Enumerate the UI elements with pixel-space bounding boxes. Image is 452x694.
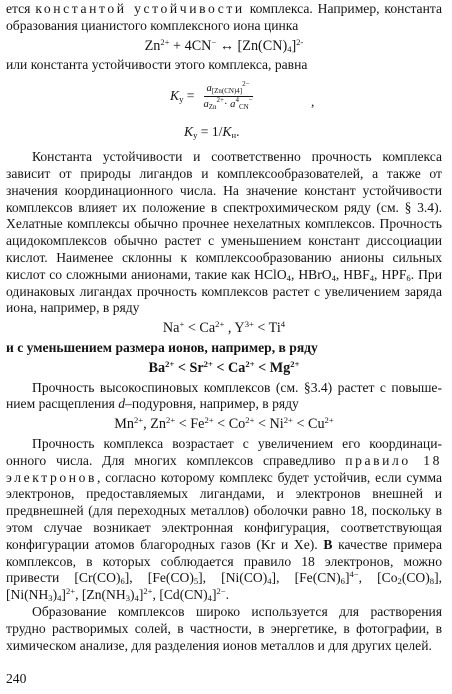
spaced-term: константой устойчивости (35, 1, 245, 16)
equation-size-series: $Ba^{2+} < Sr^{2+} < Ca^{2+} < Mg^{2+}$ (148, 358, 300, 376)
k-fraction (200, 82, 255, 111)
page-text (6, 1, 442, 654)
k-relation: $K_у = 1/K_н$. (184, 124, 240, 141)
stability-constant-formula (6, 76, 442, 146)
equation-charge-series: $Na^+ < Ca^{2+}$ , $Y^{3+} < Ti^4$ (162, 319, 286, 337)
paragraph-applications: Образование комплексов широко используется для растворения трудно растворимых солей, в частности, в энергетике, в фотографии, в химическом анализе, для разделения ионов металлов и для других целей. (6, 603, 442, 653)
page-number: 240 (6, 671, 27, 686)
equation-splitting-series: $Mn^{2+}$, $Zn^{2+} < Fe^{2+} < Co^{2+} < Ni^{2+} < Cu^{2+}$ (114, 415, 334, 433)
equation-zinc-cyanide: $Zn^{2+} + 4CN^-$ ↔ $[Zn(CN)_4]^{2-}$ (144, 36, 304, 54)
paragraph-18-electrons: Прочность комплекса возрастает с увеличением его координационного числа. Для многих комплексов справедливо правило 18 электронов, согласно которому комплекс будет устойчив, если сумма электронов, предоставляемых лигандами, и электронов внешней и предвнешней (для переходных металлов) оболочки равно 18, поскольку в этом случае возникает электронная конфигурация, соответствующая конфигурации атомов благородных газов (Kr и Xe). В качестве примера комплексов, в которых соблюдается правило 18 электронов, можно привести $[Cr(CO)_6]$, $[Fe(CO)_5]$, $[Ni(CO)_4]$, $[Fe(CN)_6]^{4-}$, $[Co_2(CO)_8]$, $[Ni(NH_3)_4]^{2+}$, $[Zn(NH_3)_4]^{2+}$, $[Cd(CN)_4]^{2-}$. (6, 435, 442, 604)
k-numerator: $a_{[Zn(CN)4]}^{2-}$ (204, 82, 253, 97)
paragraph-stability: Константа устойчивости и соответственно прочность комплекса зависит от природы лигандов и комплексообразователей, а также от значения координационного числа. На значение констант устойчивости комплексов влияет их положение в спектрохимическом ряду (см. § 3.4). Хелатные комплексы обычно прочнее нехелатных комплексов. Прочность ацидокомплексов обычно растет с уменьшением констант диссоциации кислот. Наименее склонны к комплексообразованию анионы сильных кислот со сложными анионами, такие как HClO$_4$, HBrO$_4$, $HBF_4$, $HPF_6$. При одинаковых лигандах прочность комплексов растет с увеличением заряда иона, например, в ряду (6, 149, 443, 316)
k-comma: , (311, 94, 315, 110)
paragraph-intro (6, 1, 442, 35)
k-fraction-row (170, 82, 256, 111)
k-denominator: $a_{Zn}^{2+}\cdot a^4_{CN}^-$ (203, 96, 253, 112)
text-run: ется (6, 1, 36, 16)
paragraph-size: и с уменьшением размера ионов, например, в ряду (6, 339, 318, 355)
paragraph-k-intro: или константа устойчивости этого комплекса, равна (6, 57, 308, 73)
paragraph-high-spin: Прочность высокоспиновых комплексов (см. §3.4) растет с повышением расщепления d–подуровня, например, в ряду (6, 379, 442, 412)
text-run: комплекса. Например, константа образования цианистого комплексного иона цинка (6, 1, 443, 33)
k-symbol: $K_у$ = (170, 88, 195, 105)
